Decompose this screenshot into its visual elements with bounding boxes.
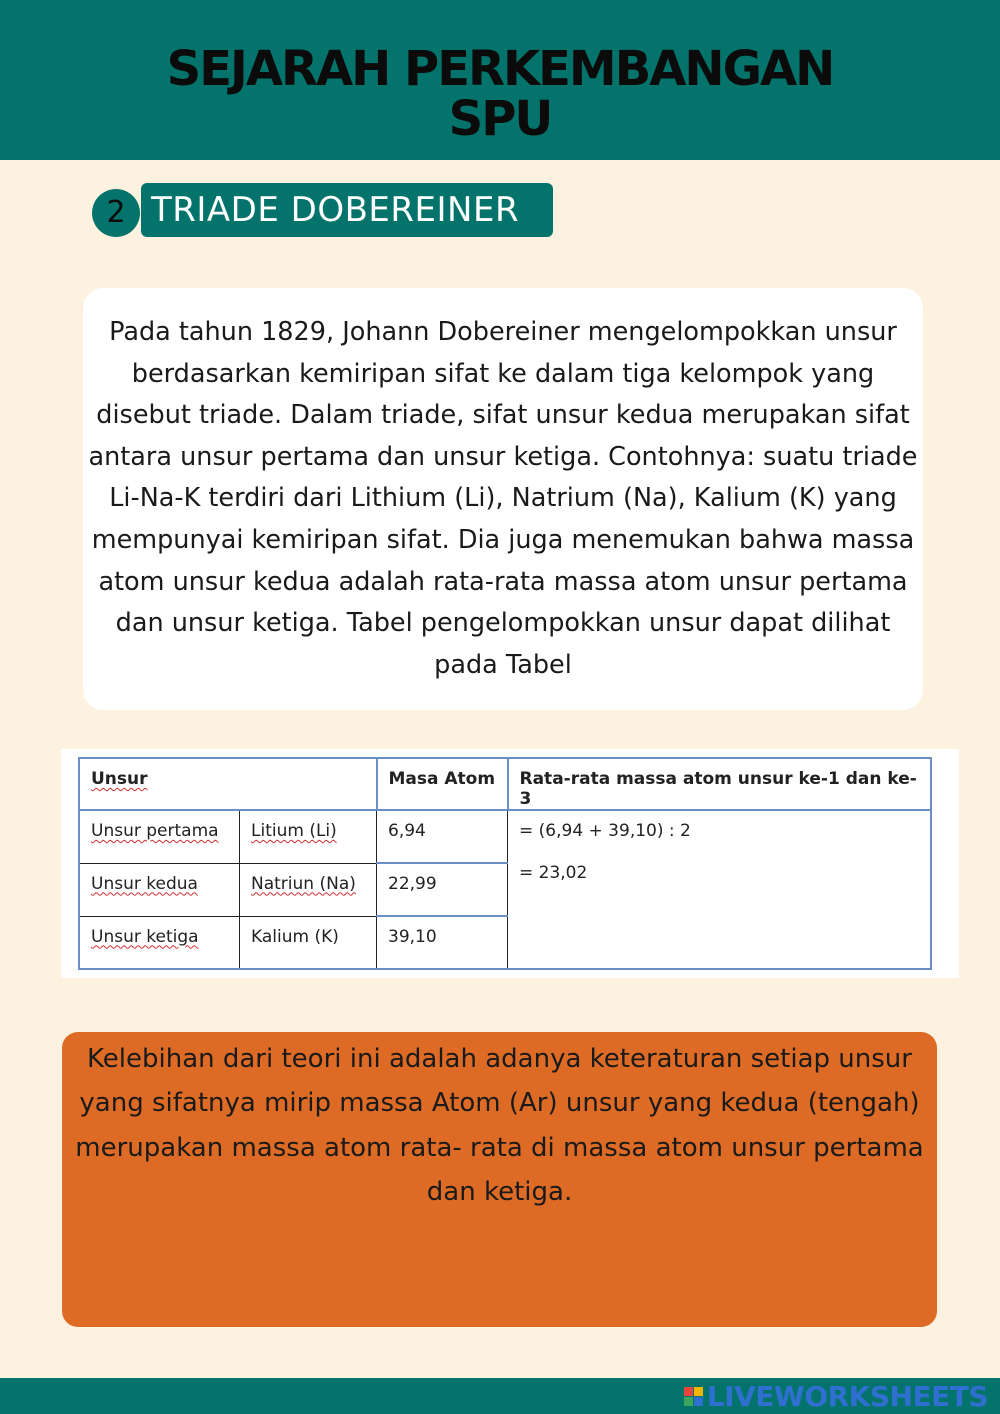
row1-mass: 6,94 [377,810,508,863]
header-unsur [79,758,377,810]
average-result: = 23,02 [519,863,588,883]
row3-position-label: Unsur ketiga [91,926,199,947]
row2-position [79,863,240,916]
header-mass: Masa Atom [377,758,508,810]
triad-table [78,757,932,970]
page-title [0,41,1000,147]
average-formula: = (6,94 + 39,10) : 2 [519,821,691,841]
intro-paragraph: Pada tahun 1829, Johann Dobereiner mengelompokkan unsur berdasarkan kemiripan sifat ke dalam tiga kelompok yang disebut triade. Dalam triade, sifat unsur kedua merupakan sifat antara unsur pertama dan unsur ketiga. Contohnya: suatu triade Li-Na-K terdiri dari Lithium (Li), Natrium (Na), Kalium (K) yang mempunyai kemiripan sifat. Dia juga menemukan bahwa massa atom unsur kedua adalah rata-rata massa atom unsur pertama dan unsur ketiga. Tabel pengelompokkan unsur dapat dilihat pada Tabel [88,317,918,680]
liveworksheets-logo-icon [684,1387,703,1406]
row2-position-label: Unsur kedua [91,873,198,894]
row3-mass: 39,10 [377,916,508,969]
header-unsur-label: Unsur [91,769,148,789]
brand-link[interactable] [684,1378,988,1414]
row1-position [79,810,240,863]
row3-element: Kalium (K) [240,916,377,969]
table-header-row [79,758,931,810]
page-title-line2: SPU [448,91,552,147]
section-title: TRIADE DOBEREINER [151,190,520,230]
page-title-line1: SEJARAH PERKEMBANGAN [166,41,834,97]
row1-element-label: Litium (Li) [251,821,337,841]
brand-name: LIVEWORKSHEETS [706,1379,988,1413]
row2-element-label: Natriun (Na) [251,873,356,894]
row2-element [240,863,377,916]
table-row [79,810,931,863]
section-number-badge: 2 [92,189,140,237]
row2-mass: 22,99 [377,863,508,916]
conclusion-text: Kelebihan dari teori ini adalah adanya keteraturan setiap unsur yang sifatnya mirip massa Atom (Ar) unsur yang kedua (tengah) merupakan massa atom rata- rata di massa atom unsur pertama dan ketiga. [75,1044,924,1207]
average-cell [508,810,932,969]
header-average: Rata-rata massa atom unsur ke-1 dan ke-3 [508,758,932,810]
row3-position [79,916,240,969]
row1-element [240,810,377,863]
row1-position-label: Unsur pertama [91,821,219,841]
